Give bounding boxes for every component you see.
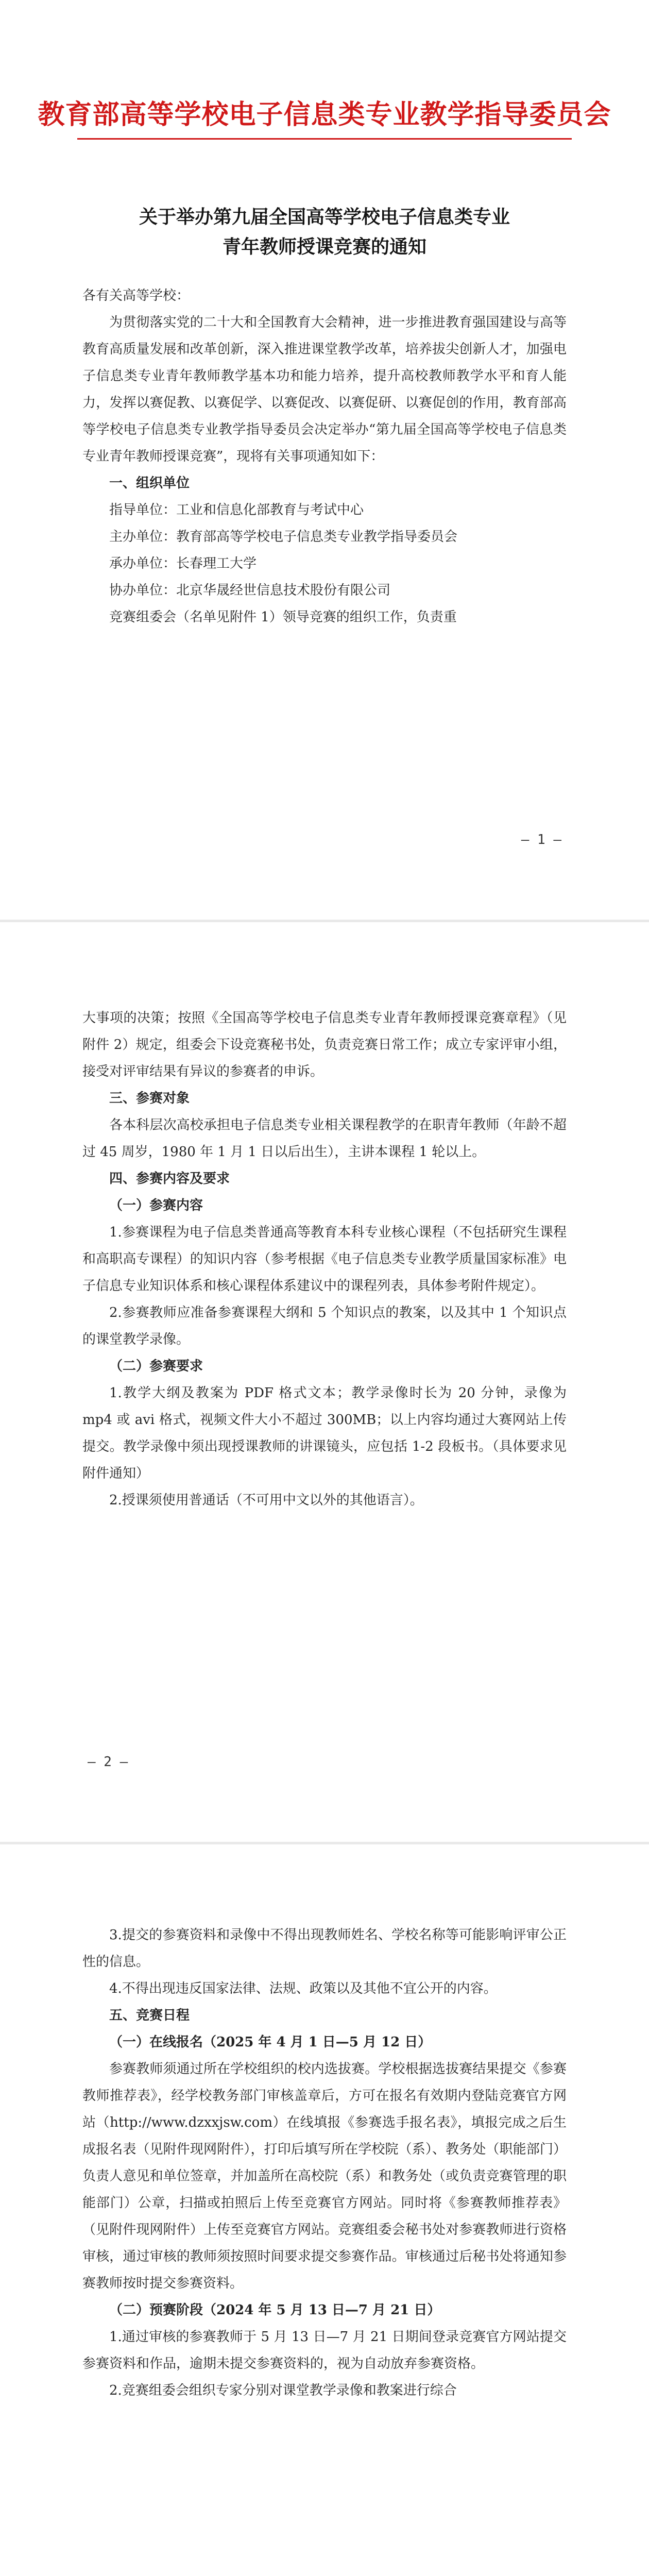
title-line-2: 青年教师授课竞赛的通知 (222, 236, 426, 258)
document-page-1 (0, 0, 649, 920)
document-page-2 (0, 922, 649, 1842)
org-co-organizer: 协办单位：北京华晟经世信息技术股份有限公司 (109, 583, 391, 598)
salutation: 各有关高等学校： (82, 288, 190, 303)
page1-body (82, 282, 567, 631)
requirement-item-4: 4.不得出现违反国家法律、法规、政策以及其他不宜公开的内容。 (109, 1981, 497, 1996)
section-5-title: 五、竞赛日程 (109, 2008, 190, 2023)
page3-body (82, 1922, 567, 2404)
participants-text: 各本科层次高校承担电子信息类专业相关课程教学的在职青年教师（年龄不超过 45 周岁，1980 年 1 月 1 日以后出生），主讲本课程 1 轮以上。 (82, 1117, 567, 1160)
preliminary-item-2: 2.竞赛组委会组织专家分别对课堂教学录像和教案进行综合 (109, 2383, 457, 2398)
org-guidance: 指导单位：工业和信息化部教育与考试中心 (109, 502, 364, 518)
title-line-1: 关于举办第九届全国高等学校电子信息类专业 (139, 206, 510, 228)
requirement-item-3: 3.提交的参赛资料和录像中不得出现教师姓名、学校名称等可能影响评审公正性的信息。 (82, 1927, 567, 1970)
page2-body (82, 1005, 567, 1514)
page-number-2: — 2 — (88, 1754, 128, 1770)
document-header-title: 教育部高等学校电子信息类专业教学指导委员会 (38, 99, 611, 130)
schedule-registration-title: （一）在线报名（2025 年 4 月 1 日—5 月 12 日） (109, 2035, 432, 2050)
header-divider-line (77, 138, 572, 140)
document-page-3 (0, 1844, 649, 2576)
schedule-registration-text: 参赛教师须通过所在学校组织的校内选拔赛。学校根据选拔赛结果提交《参赛教师推荐表》，经学校教务部门审核盖章后，方可在报名有效期内登陆竞赛官方网站（http://www.dzxxjsw.com）在线填报《参赛选手报名表》，填报完成之后生成报名表（见附件现网附件），打印后填写所在学校院（系）、教务处（职能部门）负责人意见和单位签章，并加盖所在高校院（系）和教务处（或负责竞赛管理的职能部门）公章，扫描或拍照后上传至竞赛官方网站。同时将《参赛教师推荐表》（见附件现网附件）上传至竞赛官方网站。竞赛组委会秘书处对参赛教师进行资格审核，通过审核的教师须按照时间要求提交参赛作品。审核通过后秘书处将通知参赛教师按时提交参赛资料。 (82, 2061, 567, 2291)
page-number-1: — 1 — (521, 832, 561, 848)
requirement-item-1: 1.教学大纲及教案为 PDF 格式文本；教学录像时长为 20 分钟，录像为 mp4 或 avi 格式，视频文件大小不超过 300MB；以上内容均通过大赛网站上传提交。教学录像中须出现授课教师的讲课镜头，应包括 1-2 段板书。（具体要求见附件通知） (82, 1385, 567, 1481)
schedule-preliminary-title: （二）预赛阶段（2024 年 5 月 13 日—7 月 21 日） (109, 2302, 441, 2318)
committee-paragraph-cont: 大事项的决策；按照《全国高等学校电子信息类专业青年教师授课竞赛章程》（见附件 2）规定，组委会下设竞赛秘书处，负责竞赛日常工作；成立专家评审小组，接受对评审结果有异议的参赛者的申诉。 (82, 1010, 567, 1079)
content-item-2: 2.参赛教师应准备参赛课程大纲和 5 个知识点的教案，以及其中 1 个知识点的课堂教学录像。 (82, 1305, 567, 1347)
content-item-1: 1.参赛课程为电子信息类普通高等教育本科专业核心课程（不包括研究生课程和高职高专课程）的知识内容（参考根据《电子信息类专业教学质量国家标准》电子信息专业知识体系和核心课程体系建议中的课程列表，具体参考附件规定）。 (82, 1225, 567, 1294)
org-undertaker: 承办单位：长春理工大学 (109, 556, 257, 571)
intro-paragraph: 为贯彻落实党的二十大和全国教育大会精神，进一步推进教育强国建设与高等教育高质量发展和改革创新，深入推进课堂教学改革，培养拔尖创新人才，加强电子信息类专业青年教师教学基本功和能力培养，提升高校教师教学水平和育人能力，发挥以赛促教、以赛促学、以赛促改、以赛促研、以赛促创的作用，教育部高等学校电子信息类专业教学指导委员会决定举办“第九届全国高等学校电子信息类专业青年教师授课竞赛”，现将有关事项通知如下： (82, 315, 567, 464)
subsection-requirements-title: （二）参赛要求 (109, 1359, 203, 1374)
org-host: 主办单位：教育部高等学校电子信息类专业教学指导委员会 (109, 529, 458, 545)
subsection-content-title: （一）参赛内容 (109, 1198, 203, 1213)
section-4-title: 四、参赛内容及要求 (109, 1171, 230, 1187)
preliminary-item-1: 1.通过审核的参赛教师于 5 月 13 日—7 月 21 日期间登录竞赛官方网站提交参赛资料和作品，逾期未提交参赛资料的，视为自动放弃参赛资格。 (82, 2329, 567, 2371)
section-3-title: 三、参赛对象 (109, 1091, 190, 1106)
document-title (77, 202, 572, 262)
requirement-item-2: 2.授课须使用普通话（不可用中文以外的其他语言）。 (109, 1493, 423, 1508)
committee-paragraph-start: 竞赛组委会（名单见附件 1）领导竞赛的组织工作，负责重 (109, 609, 457, 625)
section-1-title: 一、组织单位 (109, 476, 190, 491)
